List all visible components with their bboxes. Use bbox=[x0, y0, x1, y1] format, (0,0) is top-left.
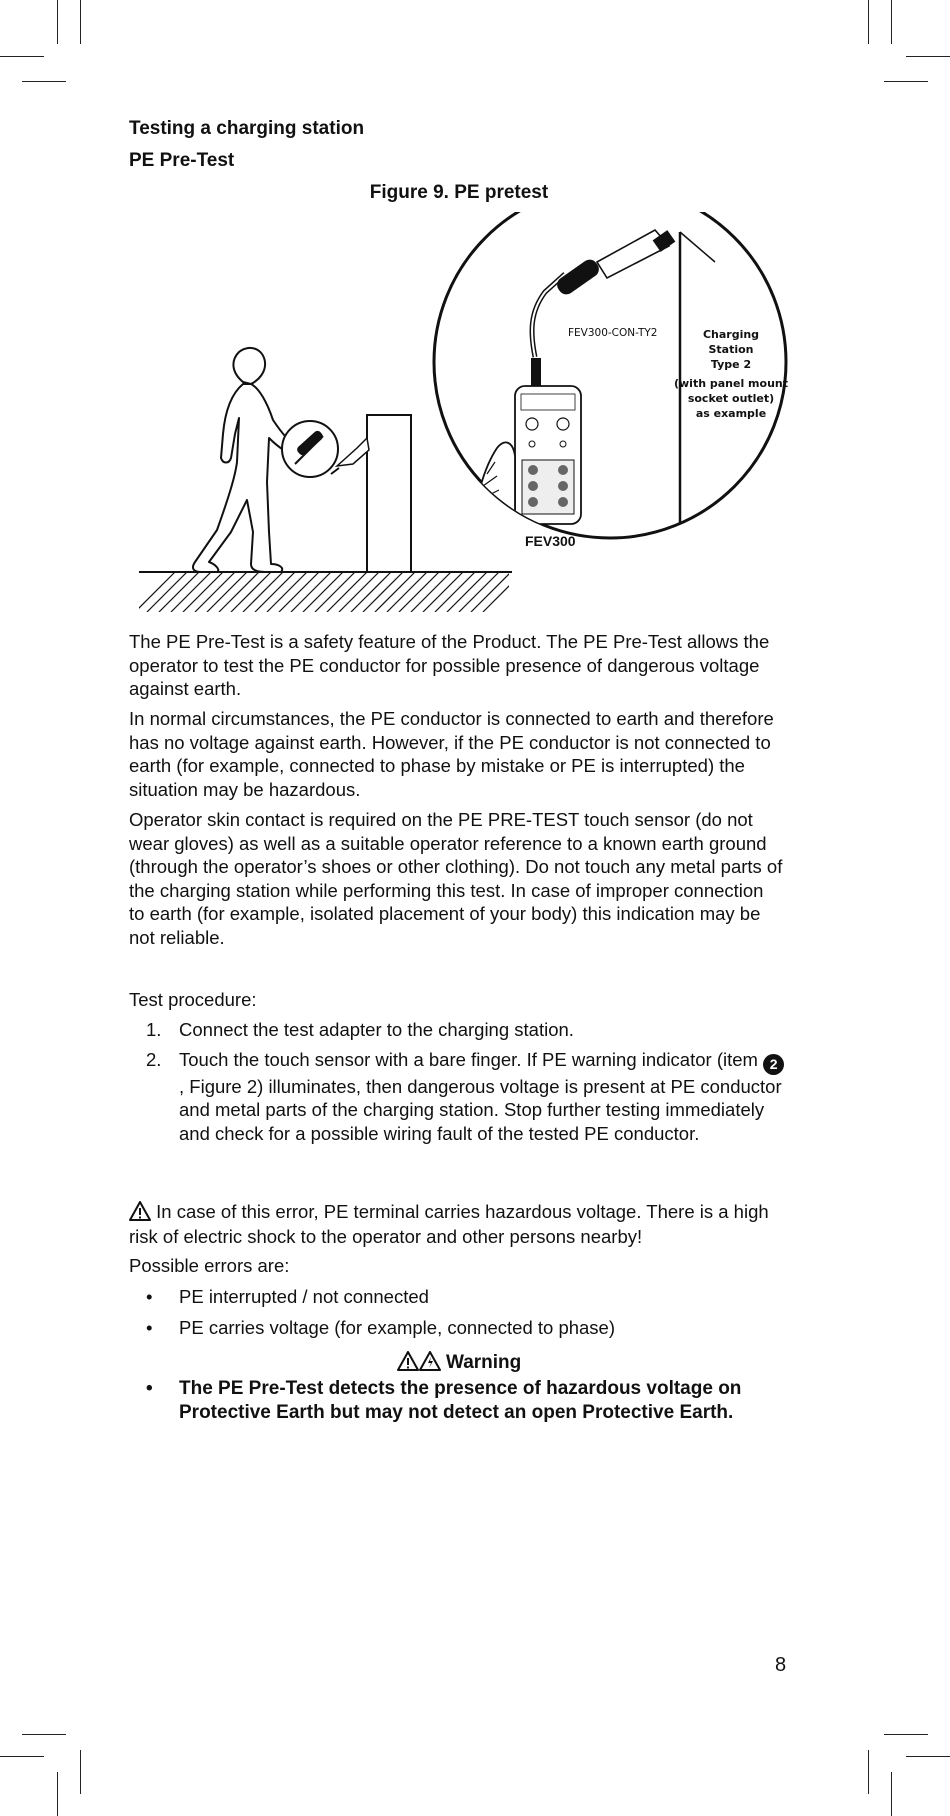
section-title: Testing a charging station bbox=[129, 118, 365, 139]
crop-mark bbox=[884, 1734, 928, 1735]
warning-text: The PE Pre-Test detects the presence of hazardous voltage on Protective Earth but may not detect an open Protective Earth. bbox=[179, 1378, 742, 1423]
zoom-detail-circle bbox=[282, 421, 338, 477]
list-item bbox=[129, 1377, 789, 1424]
step-number: 1. bbox=[146, 1019, 162, 1040]
crop-mark bbox=[22, 1734, 66, 1735]
error-note-text: In case of this error, PE terminal carries hazardous voltage. There is a high risk of electric shock to the operator and other persons nearby! bbox=[129, 1201, 769, 1247]
list-item bbox=[129, 1285, 789, 1309]
crop-mark bbox=[57, 1772, 58, 1816]
intro-paragraph: The PE Pre-Test is a safety feature of the Product. The PE Pre-Test allows the operator to test the PE conductor for possible presence of dangerous voltage against earth. bbox=[129, 631, 770, 699]
crop-mark bbox=[891, 0, 892, 44]
list-item-text: PE carries voltage (for example, connected to phase) bbox=[179, 1316, 616, 1338]
figure-caption: Figure 9. PE pretest bbox=[369, 182, 549, 203]
list-item bbox=[129, 1316, 789, 1340]
step-text: Touch the touch sensor with a bare finger. If PE warning indicator (item bbox=[179, 1048, 758, 1070]
crop-mark bbox=[22, 81, 66, 82]
step-number: 2. bbox=[146, 1048, 162, 1070]
step-text: Connect the test adapter to the charging station. bbox=[179, 1019, 574, 1040]
crop-mark bbox=[80, 1750, 81, 1794]
electric-shock-warning-icon bbox=[419, 1351, 441, 1371]
station-label-line: Type 2 bbox=[710, 358, 752, 371]
step-text: , Figure 2) illuminates, then dangerous voltage is present at PE conductor and metal parts of the charging station. Stop further testing immediately and check for a possible wiring fault of the tested PE conductor. bbox=[179, 1075, 782, 1144]
bullet: • bbox=[146, 1378, 153, 1399]
list-item-text: PE interrupted / not connected bbox=[179, 1286, 429, 1307]
error-note bbox=[129, 1199, 789, 1249]
crop-mark bbox=[0, 56, 44, 57]
procedure-heading: Test procedure: bbox=[129, 989, 257, 1010]
crop-mark bbox=[884, 81, 928, 82]
crop-mark bbox=[0, 1756, 44, 1757]
possible-errors-heading: Possible errors are: bbox=[129, 1255, 290, 1276]
station-label-line: as example bbox=[695, 407, 767, 420]
subsection-title: PE Pre-Test bbox=[129, 150, 235, 171]
crop-mark bbox=[868, 1750, 869, 1794]
crop-mark bbox=[906, 1756, 950, 1757]
station-label-line: socket outlet) bbox=[687, 392, 775, 405]
charging-pillar bbox=[331, 415, 411, 572]
adapter-label: FEV300-CON-TY2 bbox=[568, 327, 658, 339]
crop-mark bbox=[906, 56, 950, 57]
procedure-step bbox=[129, 1018, 789, 1042]
station-label-line: Station bbox=[708, 343, 754, 356]
device-label: FEV300 bbox=[525, 533, 576, 549]
crop-mark bbox=[891, 1772, 892, 1816]
bullet: • bbox=[146, 1286, 153, 1307]
warning-list bbox=[129, 1377, 789, 1424]
procedure-step bbox=[129, 1048, 789, 1146]
possible-errors-list bbox=[129, 1285, 789, 1346]
warning-triangle-icon bbox=[129, 1201, 151, 1221]
crop-mark bbox=[80, 0, 81, 44]
normal-circumstances-paragraph: In normal circumstances, the PE conductor is connected to earth and therefore has no voltage against earth. However, if the PE conductor is not connected to earth (for example, connected to phase by mistake or PE is interrupted) the situation may be hazardous. bbox=[129, 708, 774, 800]
pe-pretest-figure bbox=[135, 212, 795, 622]
procedure-steps bbox=[129, 1018, 789, 1151]
ground-hatch bbox=[135, 572, 523, 612]
item-reference-badge: 2 bbox=[763, 1054, 784, 1075]
crop-mark bbox=[868, 0, 869, 44]
page-number: 8 bbox=[775, 1654, 787, 1676]
warning-triangle-icon bbox=[397, 1351, 419, 1371]
station-label-line: Charging bbox=[702, 328, 760, 341]
enlarged-detail bbox=[434, 212, 788, 549]
bullet: • bbox=[146, 1316, 153, 1338]
crop-mark bbox=[57, 0, 58, 44]
skin-contact-paragraph: Operator skin contact is required on the PE PRE-TEST touch sensor (do not wear gloves) as well as a suitable operator reference to a known earth ground (through the operator’s shoes or other clothing). Do not touch any metal parts of the charging station while performing this test. In case of improper connection to earth (for example, isolated placement of your body) this indication may be not reliable. bbox=[129, 809, 783, 948]
station-label-line: (with panel mount bbox=[673, 377, 789, 390]
warning-heading bbox=[129, 1351, 789, 1374]
warning-label: Warning bbox=[445, 1352, 522, 1373]
